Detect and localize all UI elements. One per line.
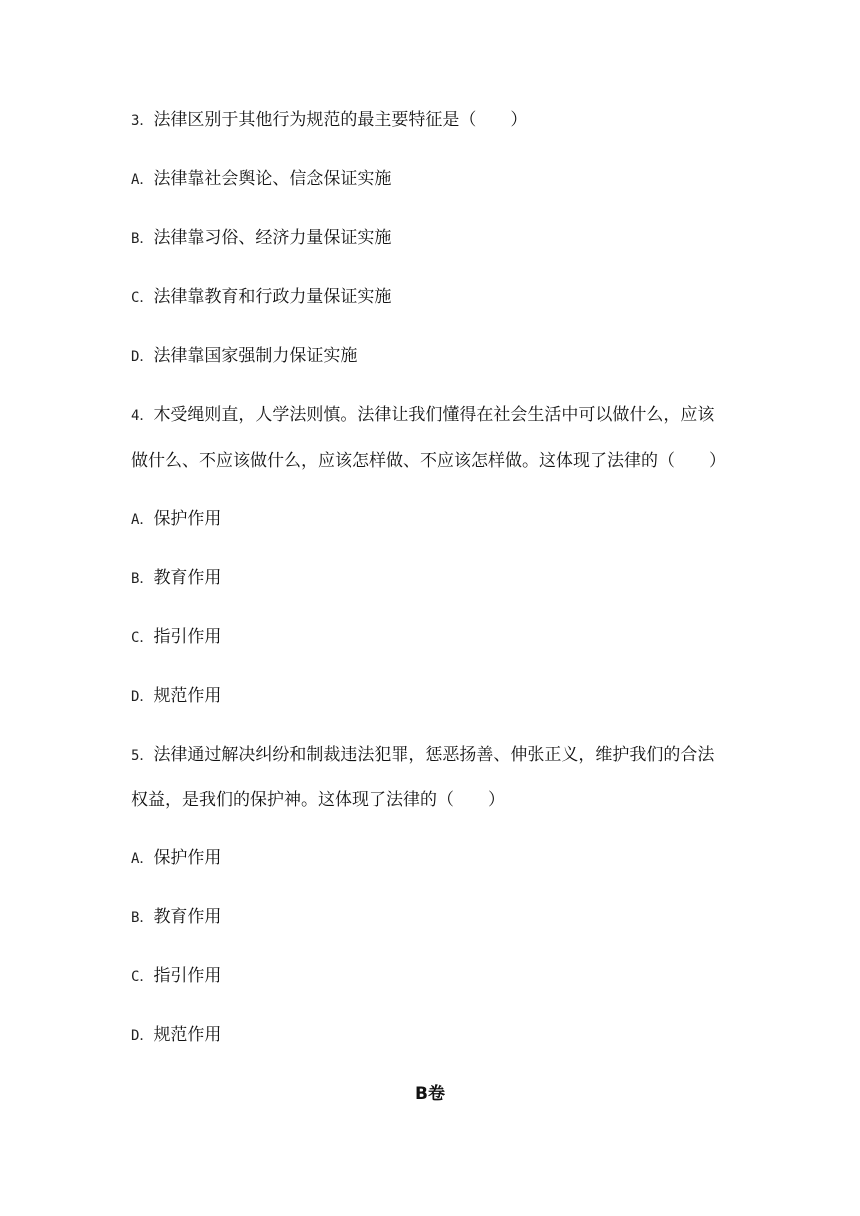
question-4-option-c xyxy=(131,625,751,649)
question-5-option-d xyxy=(131,1023,751,1047)
question-5-option-a xyxy=(131,846,751,870)
question-5-option-c xyxy=(131,964,751,988)
question-5-stem-line-2 xyxy=(131,788,751,812)
option-text: 指引作用 xyxy=(153,627,222,647)
option-letter: D． xyxy=(131,349,154,365)
option-letter: B． xyxy=(131,231,154,247)
option-text: 法律靠社会舆论、信念保证实施 xyxy=(153,169,392,189)
question-4-stem-line-1 xyxy=(131,403,751,427)
question-4-option-d xyxy=(131,684,751,708)
question-stem-text: 权益，是我们的保护神。这体现了法律的（ ） xyxy=(131,790,505,810)
option-text: 法律靠习俗、经济力量保证实施 xyxy=(153,228,392,248)
option-letter: D． xyxy=(131,1028,154,1044)
option-text: 教育作用 xyxy=(153,568,222,588)
option-text: 保护作用 xyxy=(153,509,222,529)
question-number: 3． xyxy=(131,113,154,129)
question-3-stem xyxy=(131,108,751,132)
option-text: 法律靠国家强制力保证实施 xyxy=(153,346,358,366)
question-3-option-d xyxy=(131,344,751,368)
option-letter: C． xyxy=(131,630,154,646)
question-number: 5． xyxy=(131,748,154,764)
option-text: 法律靠教育和行政力量保证实施 xyxy=(153,287,392,307)
option-letter: A． xyxy=(131,851,154,867)
option-letter: A． xyxy=(131,172,154,188)
option-letter: A． xyxy=(131,512,154,528)
question-4-option-a xyxy=(131,507,751,531)
section-title: B卷 xyxy=(415,1084,445,1104)
option-text: 规范作用 xyxy=(153,686,222,706)
option-letter: B． xyxy=(131,571,154,587)
option-letter: D． xyxy=(131,689,154,705)
option-text: 指引作用 xyxy=(153,966,222,986)
option-text: 保护作用 xyxy=(153,848,222,868)
question-stem-text: 木受绳则直，人学法则慎。法律让我们懂得在社会生活中可以做什么，应该 xyxy=(153,405,715,425)
option-text: 教育作用 xyxy=(153,907,222,927)
question-stem-text: 做什么、不应该做什么，应该怎样做、不应该怎样做。这体现了法律的（ ） xyxy=(131,451,726,471)
option-text: 规范作用 xyxy=(153,1025,222,1045)
question-5-option-b xyxy=(131,905,751,929)
question-number: 4． xyxy=(131,408,154,424)
question-3-option-b xyxy=(131,226,751,250)
option-letter: C． xyxy=(131,290,154,306)
question-4-option-b xyxy=(131,566,751,590)
question-3-option-a xyxy=(131,167,751,191)
question-4-stem-line-2 xyxy=(131,449,751,473)
question-stem-text: 法律区别于其他行为规范的最主要特征是（ ） xyxy=(153,110,528,130)
option-letter: C． xyxy=(131,969,154,985)
question-5-stem-line-1 xyxy=(131,743,751,767)
question-stem-text: 法律通过解决纠纷和制裁违法犯罪，惩恶扬善、伸张正义，维护我们的合法 xyxy=(153,745,715,765)
question-3-option-c xyxy=(131,285,751,309)
option-letter: B． xyxy=(131,910,154,926)
